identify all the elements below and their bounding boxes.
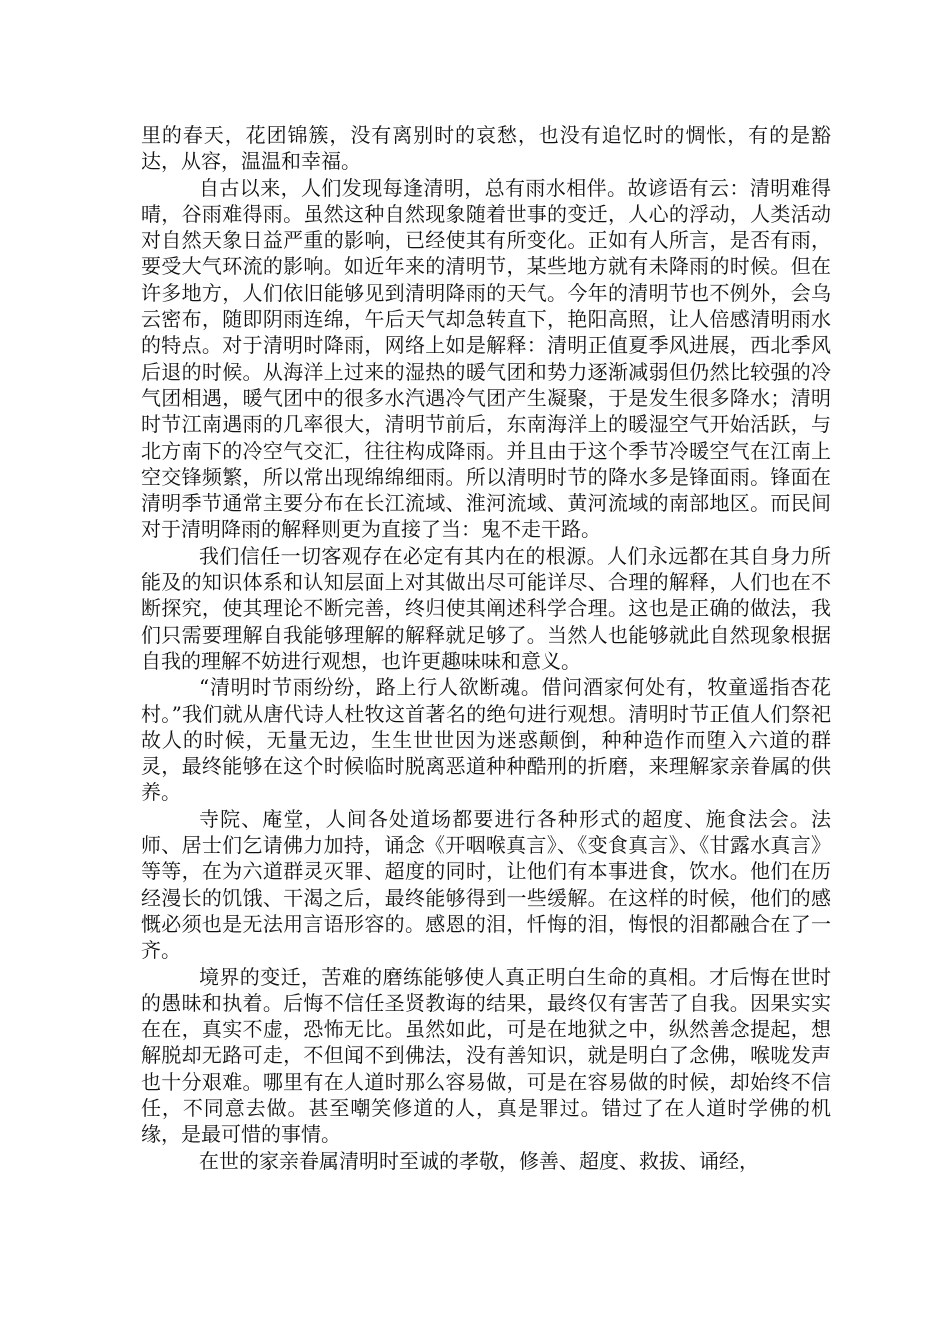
paragraph-5: 寺院、庵堂，人间各处道场都要进行各种形式的超度、施食法会。法师、居士们乞请佛力加持，诵念《开咽喉真言》、《变食真言》、《甘露水真言》等等，在为六道群灵灭罪、超度的同时，让他们有本事进食，饮水。他们在历经漫长的饥饿、干渴之后，最终能够得到一些缓解。在这样的时候，他们的感慨必须也是无法用言语形容的。感恩的泪，忏悔的泪，悔恨的泪都融合在了一齐。 (141, 806, 831, 963)
paragraph-2: 自古以来，人们发现每逢清明，总有雨水相伴。故谚语有云：清明难得晴，谷雨难得雨。虽然这种自然现象随着世事的变迁，人心的浮动，人类活动对自然天象日益严重的影响，已经使其有所变化。正如有人所言，是否有雨，要受大气环流的影响。如近年来的清明节，某些地方就有未降雨的时候。但在许多地方，人们依旧能够见到清明降雨的天气。今年的清明节也不例外，会乌云密布，随即阴雨连绵，午后天气却急转直下，艳阳高照，让人倍感清明雨水的特点。对于清明时降雨，网络上如是解释：清明正值夏季风进展，西北季风后退的时候。从海洋上过来的湿热的暖气团和势力逐渐减弱但仍然比较强的冷气团相遇，暖气团中的很多水汽遇冷气团产生凝聚，于是发生很多降水；清明时节江南遇雨的几率很大，清明节前后，东南海洋上的暖湿空气开始活跃，与北方南下的冷空气交汇，往往构成降雨。并且由于这个季节冷暖空气在江南上空交锋频繁，所以常出现绵绵细雨。所以清明时节的降水多是锋面雨。锋面在清明季节通常主要分布在长江流域、淮河流域、黄河流域的南部地区。而民间对于清明降雨的解释则更为直接了当：鬼不走干路。 (141, 175, 831, 542)
paragraph-1: 里的春天，花团锦簇，没有离别时的哀愁，也没有追忆时的惆怅，有的是豁达，从容，温温和幸福。 (141, 123, 831, 174)
paragraph-4: “清明时节雨纷纷，路上行人欲断魂。借问酒家何处有，牧童遥指杏花村。”我们就从唐代诗人杜牧这首著名的绝句进行观想。清明时节正值人们祭祀故人的时候，无量无边，生生世世因为迷惑颠倒，种种造作而堕入六道的群灵，最终能够在这个时候临时脱离恶道种种酷刑的折磨，来理解家亲眷属的供养。 (141, 675, 831, 805)
document-body (141, 122, 831, 1174)
paragraph-6: 境界的变迁，苦难的磨练能够使人真正明白生命的真相。才后悔在世时的愚昧和执着。后悔不信任圣贤教诲的结果，最终仅有害苦了自我。因果实实在在，真实不虚，恐怖无比。虽然如此，可是在地狱之中，纵然善念提起，想解脱却无路可走，不但闻不到佛法，没有善知识，就是明白了念佛，喉咙发声也十分艰难。哪里有在人道时那么容易做，可是在容易做的时候，却始终不信任，不同意去做。甚至嘲笑修道的人，真是罪过。错过了在人道时学佛的机缘，是最可惜的事情。 (141, 964, 831, 1147)
paragraph-3: 我们信任一切客观存在必定有其内在的根源。人们永远都在其自身力所能及的知识体系和认知层面上对其做出尽可能详尽、合理的解释，人们也在不断探究，使其理论不断完善，终归使其阐述科学合理。这也是正确的做法，我们只需要理解自我能够理解的解释就足够了。当然人也能够就此自然现象根据自我的理解不妨进行观想，也许更趣味味和意义。 (141, 543, 831, 673)
paragraph-7: 在世的家亲眷属清明时至诚的孝敬，修善、超度、救拔、诵经， (199, 1148, 759, 1173)
